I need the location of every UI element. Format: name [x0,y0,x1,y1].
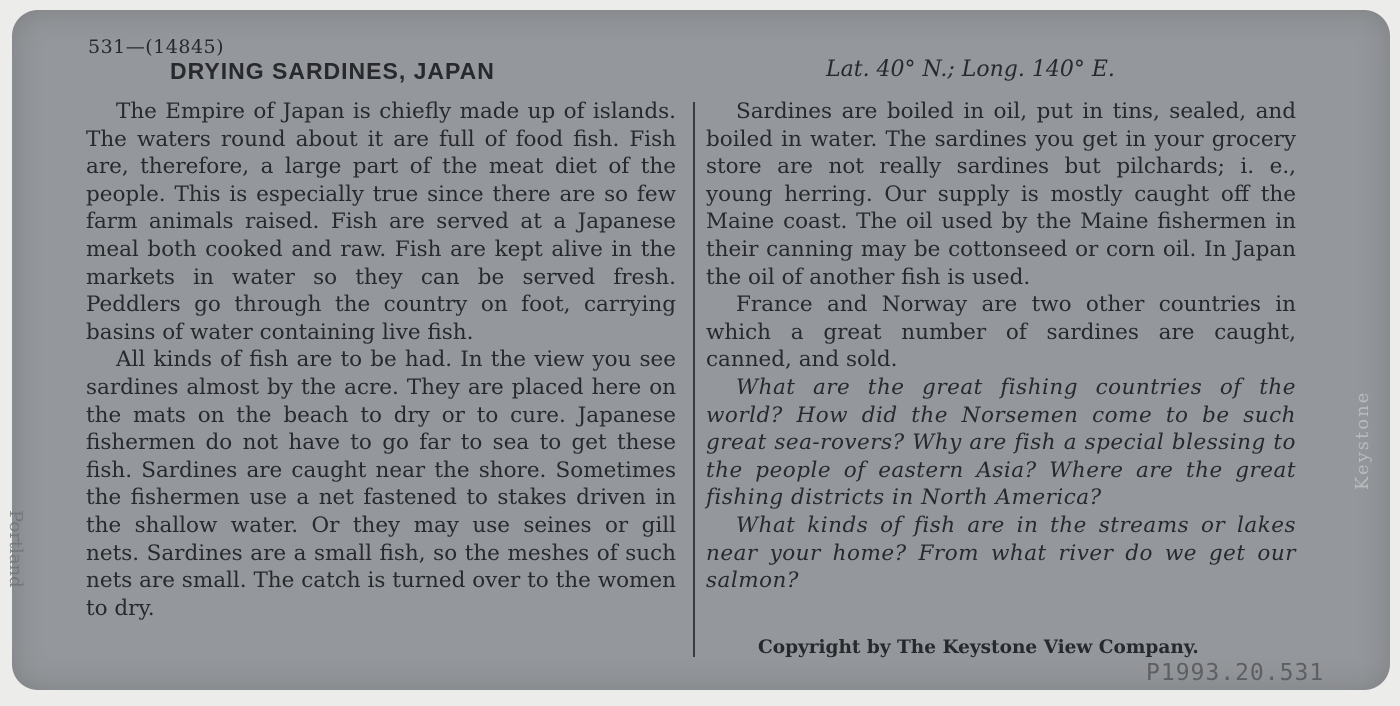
catalog-number: 531—(14845) [88,36,225,58]
paragraph: The Empire of Japan is chiefly made up of islands. The waters round about it are full of food fish. Fish are, therefore, a large part of the meat diet of the people. This is especially true since there are so few farm animals raised. Fish are served at a Japanese meal both cooked and raw. Fish are kept alive in the markets in water so they can be served fresh. Peddlers go through the country on foot, carrying basins of water containing live fish. [86,99,676,345]
paragraph: France and Norway are two other countries in which a great number of sardines are caught, canned, and sold. [706,292,1296,373]
right-column [706,98,1296,595]
paragraph: Sardines are boiled in oil, put in tins, sealed, and boiled in water. The sardines you get in your grocery store are not really sardines but pilchards; i. e., young herring. Our supply is mostly caught off the Maine coast. The oil used by the Maine fishermen in their canning may be cottonseed or corn oil. In Japan the oil of another fish is used. [706,99,1296,290]
accession-number: P1993.20.531 [1146,660,1325,686]
left-column [86,98,676,622]
question-paragraph: What kinds of fish are in the streams or lakes near your home? From what river do we get our salmon? [706,512,1296,594]
side-stamp-right: Keystone [1352,390,1373,490]
side-stamp-left: Portland [5,510,26,588]
card-title: DRYING SARDINES, JAPAN [170,58,495,84]
coordinates: Lat. 40° N.; Long. 140° E. [826,57,1115,82]
paragraph: All kinds of fish are to be had. In the view you see sardines almost by the acre. They are placed here on the mats on the beach to dry or to cure. Japanese fishermen do not have to go far to sea to get these fish. Sardines are caught near the shore. Sometimes the fishermen use a net fastened to stakes driven in the shallow water. Or they may use seines or gill nets. Sardines are a small fish, so the meshes of such nets are small. The catch is turned over to the women to dry. [86,347,676,621]
question-paragraph: What are the great fishing countries of the world? How did the Norsemen come to be such great sea-rovers? Why are fish a special blessing to the people of eastern Asia? Where are the great fishing districts in North America? [706,374,1296,511]
stereocard-back [5,10,1390,690]
copyright-line: Copyright by The Keystone View Company. [758,637,1199,658]
column-divider [693,102,695,657]
